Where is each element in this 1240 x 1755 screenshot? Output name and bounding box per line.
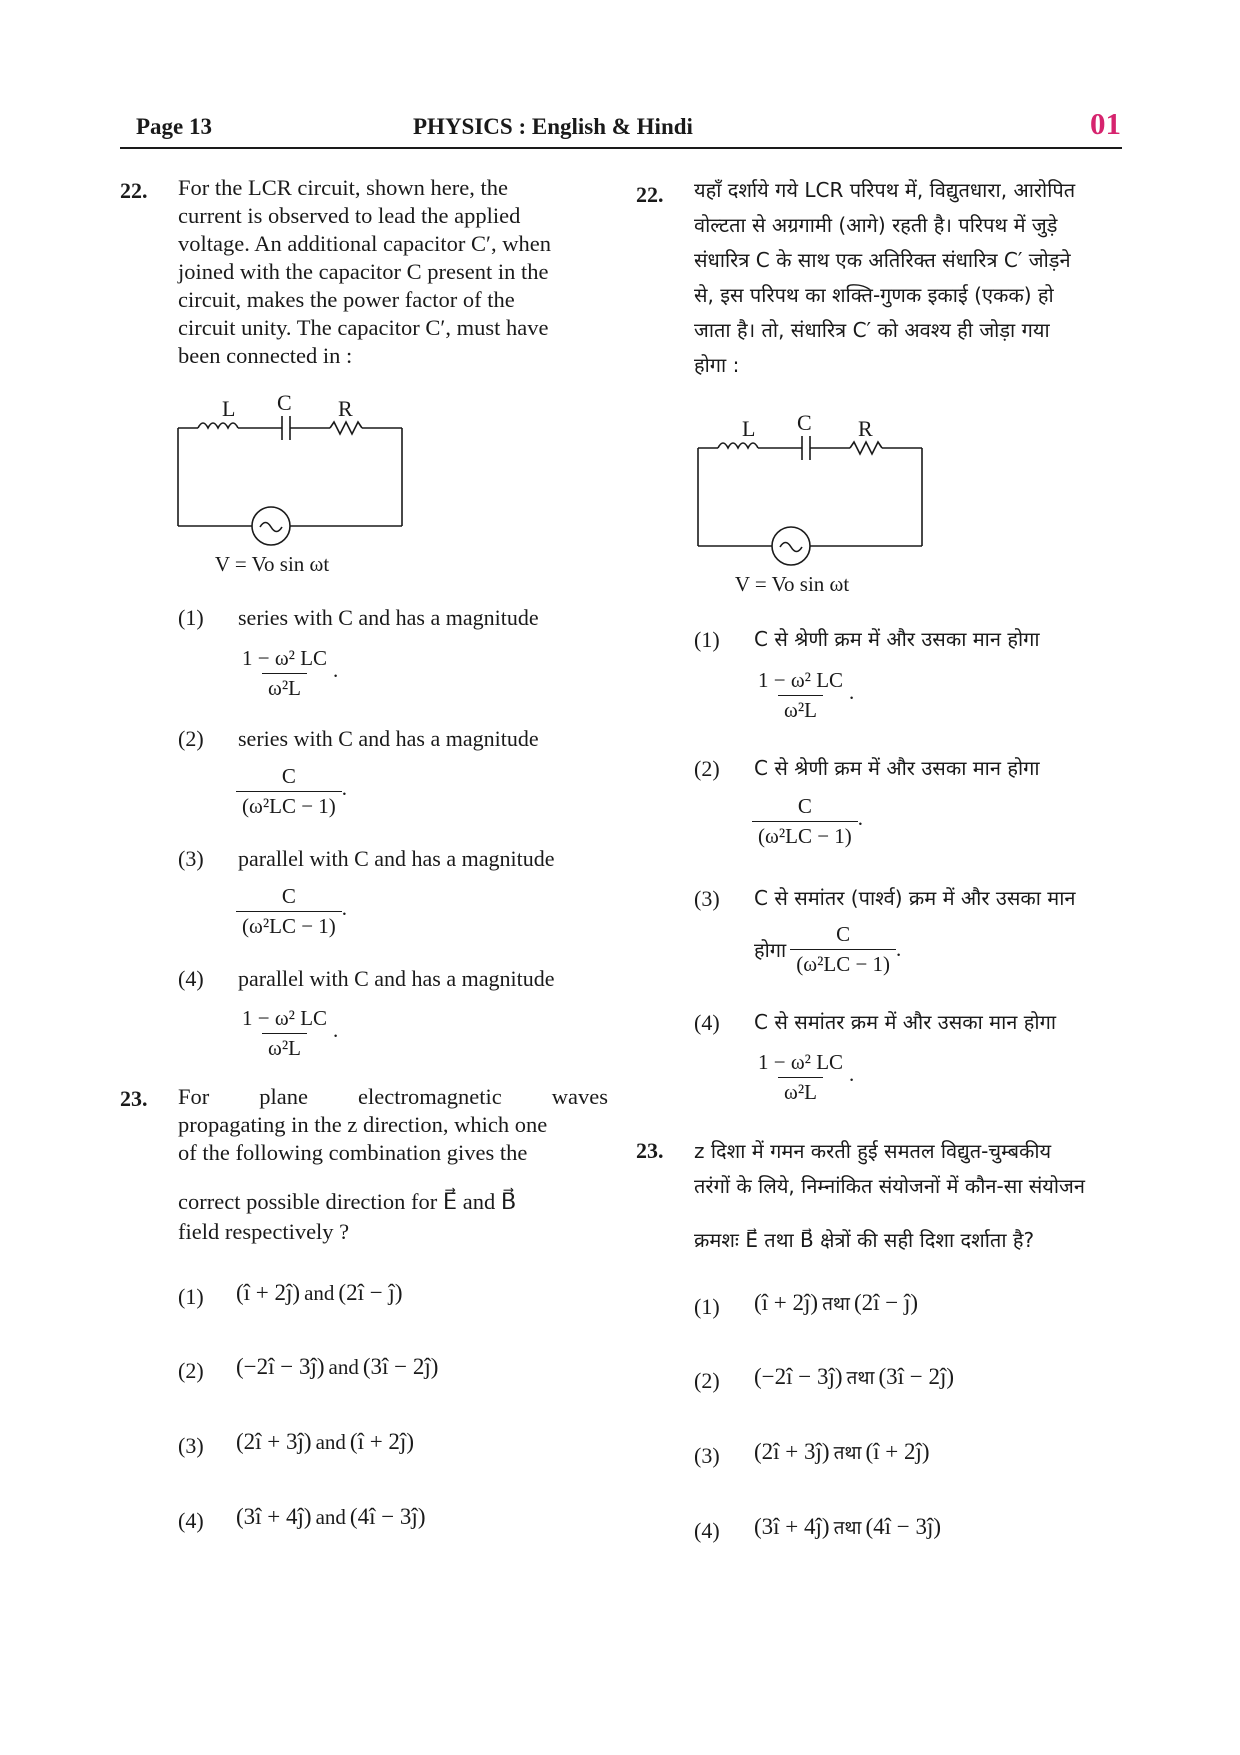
connector: and [328,1355,359,1379]
q23-stem-en-line4: correct possible direction for E⃗ and B⃗ [178,1189,517,1214]
q22-hi-opt1-num: (1) [694,627,720,652]
stem-line: For the LCR circuit, shown here, the [178,175,508,200]
q22-hi-opt4-text: C से समांतर क्रम में और उसका मान होगा [754,1010,1057,1034]
q22-en-opt2-fraction: $\frac{C}{\text{(ω²LC − 1)}}$ . [236,764,347,819]
frac-num: 1 − ω² LC [758,1050,844,1074]
page-label: Page 13 [136,114,213,139]
q22-hi-opt2-text: C से श्रेणी क्रम में और उसका मान होगा [754,756,1040,780]
q23-hi-opt2 [754,1364,954,1390]
q23-hi-opt1-num: (1) [694,1294,720,1319]
stem-line: वोल्टता से अग्रगामी (आगे) रहती है। परिपथ में जुड़े [694,213,1058,237]
q23-en-opt3 [236,1429,414,1455]
frac-den: (ω²LC − 1) [236,911,342,939]
label-r: R [858,416,873,441]
frac-num: 1 − ω² LC [242,1006,328,1030]
q22-en-opt4-text: parallel with C and has a magnitude [238,966,555,991]
q23-stem-en-line5: field respectively ? [178,1219,350,1244]
label-c: C [277,392,292,415]
q22-stem-hi [694,173,1134,383]
e-vector: (î + 2ĵ) [754,1290,819,1315]
q23-stem-hi-line1: z दिशा में गमन करती हुई समतल विद्युत-चुम्बकीय [694,1139,1052,1163]
q22-en-opt3-fraction: $\frac{C}{\text{(ω²LC − 1)}}$ . [236,884,347,939]
connector: तथा [846,1367,875,1389]
q23-number-hi: 23. [636,1138,664,1163]
q22-en-opt4-num: (4) [178,966,204,991]
q23-en-opt4-num: (4) [178,1508,204,1533]
connector: तथा [833,1517,862,1539]
stem-line: circuit unity. The capacitor C′, must have [178,315,549,340]
q23-stem-en-line3: of the following combination gives the [178,1140,528,1165]
stem-line: joined with the capacitor C present in the [178,259,549,284]
b-vector: (î + 2ĵ) [865,1439,930,1464]
stem-line: जाता है। तो, संधारित्र C′ को अवश्य ही जोड़ा गया [694,318,1050,342]
lcr-circuit-diagram-hi [690,412,940,602]
q22-hi-opt3-num: (3) [694,886,720,911]
q23-hi-opt4-num: (4) [694,1518,720,1543]
lcr-circuit-diagram-en [170,392,420,582]
q23-en-opt1-num: (1) [178,1284,204,1309]
e-vector: (3î + 4ĵ) [754,1514,830,1539]
stem-line: यहाँ दर्शाये गये LCR परिपथ में, विद्युतधारा, आरोपित [694,178,1076,202]
q23-hi-opt1 [754,1290,918,1316]
q22-en-opt2-num: (2) [178,726,204,751]
stem-line: voltage. An additional capacitor C′, when [178,231,551,256]
stem-line: been connected in : [178,343,353,368]
frac-den: (ω²LC − 1) [236,791,342,819]
q22-en-opt4-fraction: $\frac{\text{1 − ω² LC}}{\text{ω²L}}$ . [236,1006,338,1061]
q22-hi-opt3-text: C से समांतर (पार्श्व) क्रम में और उसका मान [754,886,1076,910]
label-l: L [222,396,236,421]
connector: तथा [833,1442,862,1464]
frac-num: C [281,884,296,908]
stem-line: संधारित्र C के साथ एक अतिरिक्त संधारित्र C′ जोड़ने [694,248,1071,272]
frac-num: 1 − ω² LC [242,646,328,670]
q23-hi-opt3 [754,1439,930,1465]
q23-stem-hi-line2: तरंगों के लिये, निम्नांकित संयोजनों में कौन-सा संयोजन [694,1174,1085,1198]
source-equation: V = Vo sin ωt [734,572,850,596]
q22-hi-opt2-num: (2) [694,756,720,781]
q22-hi-opt4-num: (4) [694,1010,720,1035]
q23-en-opt2-num: (2) [178,1358,204,1383]
q23-stem-en-line1: For plane electromagnetic waves [178,1084,608,1109]
q23-hi-opt3-num: (3) [694,1443,720,1468]
q23-number-en: 23. [120,1086,148,1111]
e-vector: (î + 2ĵ) [236,1280,301,1305]
b-vector: (4î − 3ĵ) [349,1504,426,1529]
q23-stem-hi-line3: क्रमशः E⃗ तथा B⃗ क्षेत्रों की सही दिशा दर्शाता है? [694,1228,1035,1252]
q22-hi-opt2-fraction: $\frac{C}{\text{(ω²LC − 1)}}$ . [752,794,863,849]
q22-hi-opt1-fraction: $\frac{\text{1 − ω² LC}}{\text{ω²L}}$ . [752,668,854,723]
e-vector: (2î + 3ĵ) [236,1429,312,1454]
b-vector: (3î − 2ĵ) [362,1354,439,1379]
q23-hi-opt2-num: (2) [694,1368,720,1393]
source-equation: V = Vo sin ωt [214,552,330,576]
b-vector: (2î − ĵ) [853,1290,919,1315]
q22-en-opt1-text: series with C and has a magnitude [238,605,539,630]
e-vector: (3î + 4ĵ) [236,1504,312,1529]
connector: and [304,1281,335,1305]
q22-en-opt3-num: (3) [178,846,204,871]
q23-en-opt2 [236,1354,438,1380]
label-c: C [797,412,812,435]
connector: and [315,1505,346,1529]
q22-en-opt3-text: parallel with C and has a magnitude [238,846,555,871]
b-vector: (4î − 3ĵ) [865,1514,942,1539]
frac-num: 1 − ω² LC [758,668,844,692]
label-r: R [338,396,353,421]
e-vector: (2î + 3ĵ) [754,1439,830,1464]
frac-num: C [797,794,812,818]
q23-hi-opt4 [754,1514,941,1540]
q22-en-opt2-text: series with C and has a magnitude [238,726,539,751]
q22-hi-opt3-fraction: होगा $\frac{C}{\text{(ω²LC − 1)}}$ . [754,922,902,976]
frac-den: (ω²LC − 1) [790,949,896,977]
q22-stem-en [178,174,608,370]
b-vector: (2î − ĵ) [338,1280,403,1305]
e-vector: (−2î − 3ĵ) [236,1354,325,1379]
prefix: होगा [754,938,787,962]
frac-num: C [281,764,296,788]
b-vector: (î + 2ĵ) [349,1429,414,1454]
stem-line: circuit, makes the power factor of the [178,287,515,312]
q23-en-opt1 [236,1280,402,1306]
frac-den: ω²L [778,1077,823,1105]
q23-en-opt4 [236,1504,425,1530]
q22-number-en: 22. [120,178,148,203]
frac-den: ω²L [778,695,823,723]
connector: and [315,1430,346,1454]
q22-en-opt1-fraction: $\frac{\text{1 − ω² LC}}{\text{ω²L}}$ . [236,646,338,701]
q22-hi-opt4-fraction: $\frac{\text{1 − ω² LC}}{\text{ω²L}}$ . [752,1050,854,1105]
header-rule [120,147,1122,149]
q22-en-opt1-num: (1) [178,605,204,630]
paper-code: 01 [1090,106,1121,141]
q23-stem-en-line2: propagating in the z direction, which one [178,1112,548,1137]
b-vector: (3î − 2ĵ) [878,1364,955,1389]
q23-en-opt3-num: (3) [178,1433,204,1458]
q22-number-hi: 22. [636,182,664,207]
frac-den: ω²L [262,673,307,701]
page-title: PHYSICS : English & Hindi [413,114,693,139]
frac-num: C [836,922,851,946]
q22-hi-opt1-text: C से श्रेणी क्रम में और उसका मान होगा [754,627,1040,651]
stem-line: होगा : [694,353,740,377]
connector: तथा [822,1293,850,1315]
frac-den: ω²L [262,1033,307,1061]
frac-den: (ω²LC − 1) [752,821,858,849]
stem-line: से, इस परिपथ का शक्ति-गुणक इकाई (एकक) हो [694,283,1054,307]
stem-line: current is observed to lead the applied [178,203,521,228]
label-l: L [742,416,756,441]
e-vector: (−2î − 3ĵ) [754,1364,843,1389]
